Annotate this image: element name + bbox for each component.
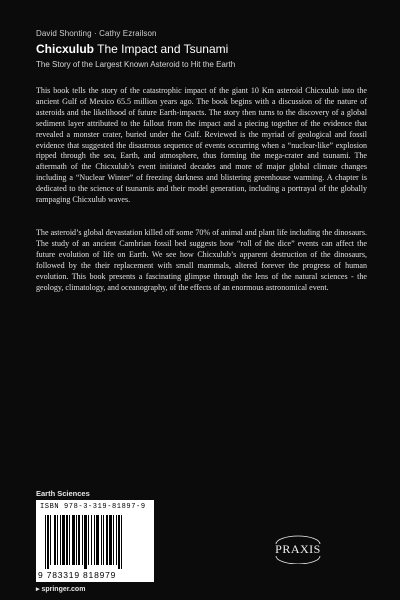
barcode-bar: [103, 515, 104, 565]
blurb-paragraph-1: This book tells the story of the catastrophic impact of the giant 10 Km asteroid Chicxulub into the ancient Gulf of Mexico 65.5 million years ago. The book begins with a discussion of the nature of asteroids and the likelihood of future Earth-impacts. The story then turns to the discovery of a global sediment layer attributed to the fallout from the impact and a piecing together of the evidence that revealed a monster crater, buried under the Gulf. Reviewed is the myriad of geological and fossil evidence that suggested the disastrous sequence of events occurring when a “nuclear-like” explosion ripped through the sea, Earth, and atmosphere, thus forming the mega-crater and tsunami. The aftermath of the Chicxulub’s event initiated decades and more of major global climate changes including a “Nuclear Winter” of freezing darkness and blistering greenhouse warming. A chapter is dedicated to the science of tsunamis and their model generation, including a portrayal of the globally rampaging Chicxulub waves.: [36, 86, 367, 205]
barcode-bar: [96, 515, 99, 565]
barcode-bar: [66, 515, 68, 565]
subject-category: Earth Sciences: [36, 489, 90, 498]
barcode-bar: [60, 515, 61, 565]
barcode-bar: [82, 515, 83, 565]
book-title: [36, 42, 228, 56]
title-main: Chicxulub: [36, 42, 95, 56]
barcode-bar: [78, 515, 80, 565]
barcode-bar: [106, 515, 108, 565]
barcode-bar: [62, 515, 65, 565]
barcode-bar: [57, 515, 58, 565]
barcode-bar: [113, 515, 114, 565]
praxis-logo-text: PRAXIS: [275, 542, 321, 556]
barcode-bar: [45, 515, 46, 569]
barcode-bar: [116, 515, 117, 565]
barcode-icon: [45, 515, 145, 569]
publisher-website: ▸ springer.com: [36, 586, 86, 593]
isbn-label: ISBN 978-3-319-81897-9: [40, 503, 146, 511]
blurb-paragraph-2: The asteroid’s global devastation killed off some 70% of animal and plant life including the dinosaurs. The study of an ancient Cambrian fossil bed suggests how “roll of the dice” events can affect the future evolution of life on Earth. We see how Chicxulub’s apparent destruction of the dinosaurs, followed by the their replacement with small mammals, altered forever the progress of human evolution. This book presents a fascinating glimpse through the lens of the natural sciences - the geology, climatology, and oceanography, of the effects of an enormous astronomical event.: [36, 228, 367, 292]
title-rest: The Impact and Tsunami: [94, 42, 229, 56]
barcode-bar: [69, 515, 70, 565]
barcode-bar: [76, 515, 77, 565]
barcode-bar: [88, 515, 89, 565]
praxis-logo: [268, 534, 328, 564]
barcode-bar: [101, 515, 102, 565]
barcode-bar: [121, 515, 122, 569]
barcode-bar: [91, 515, 92, 565]
barcode-bar: [84, 515, 87, 569]
barcode-bar: [47, 515, 49, 569]
barcode-bar: [50, 515, 51, 565]
barcode-bar: [54, 515, 56, 565]
book-subtitle: The Story of the Largest Known Asteroid to Hit the Earth: [36, 60, 236, 69]
barcode-bar: [72, 515, 75, 565]
barcode-bar: [109, 515, 112, 565]
barcode-digits: 9 783319 818979: [38, 570, 117, 580]
authors: David Shonting · Cathy Ezrailson: [36, 29, 157, 38]
barcode-bar: [118, 515, 120, 569]
barcode-bar: [94, 515, 95, 565]
barcode-box: [36, 500, 154, 582]
